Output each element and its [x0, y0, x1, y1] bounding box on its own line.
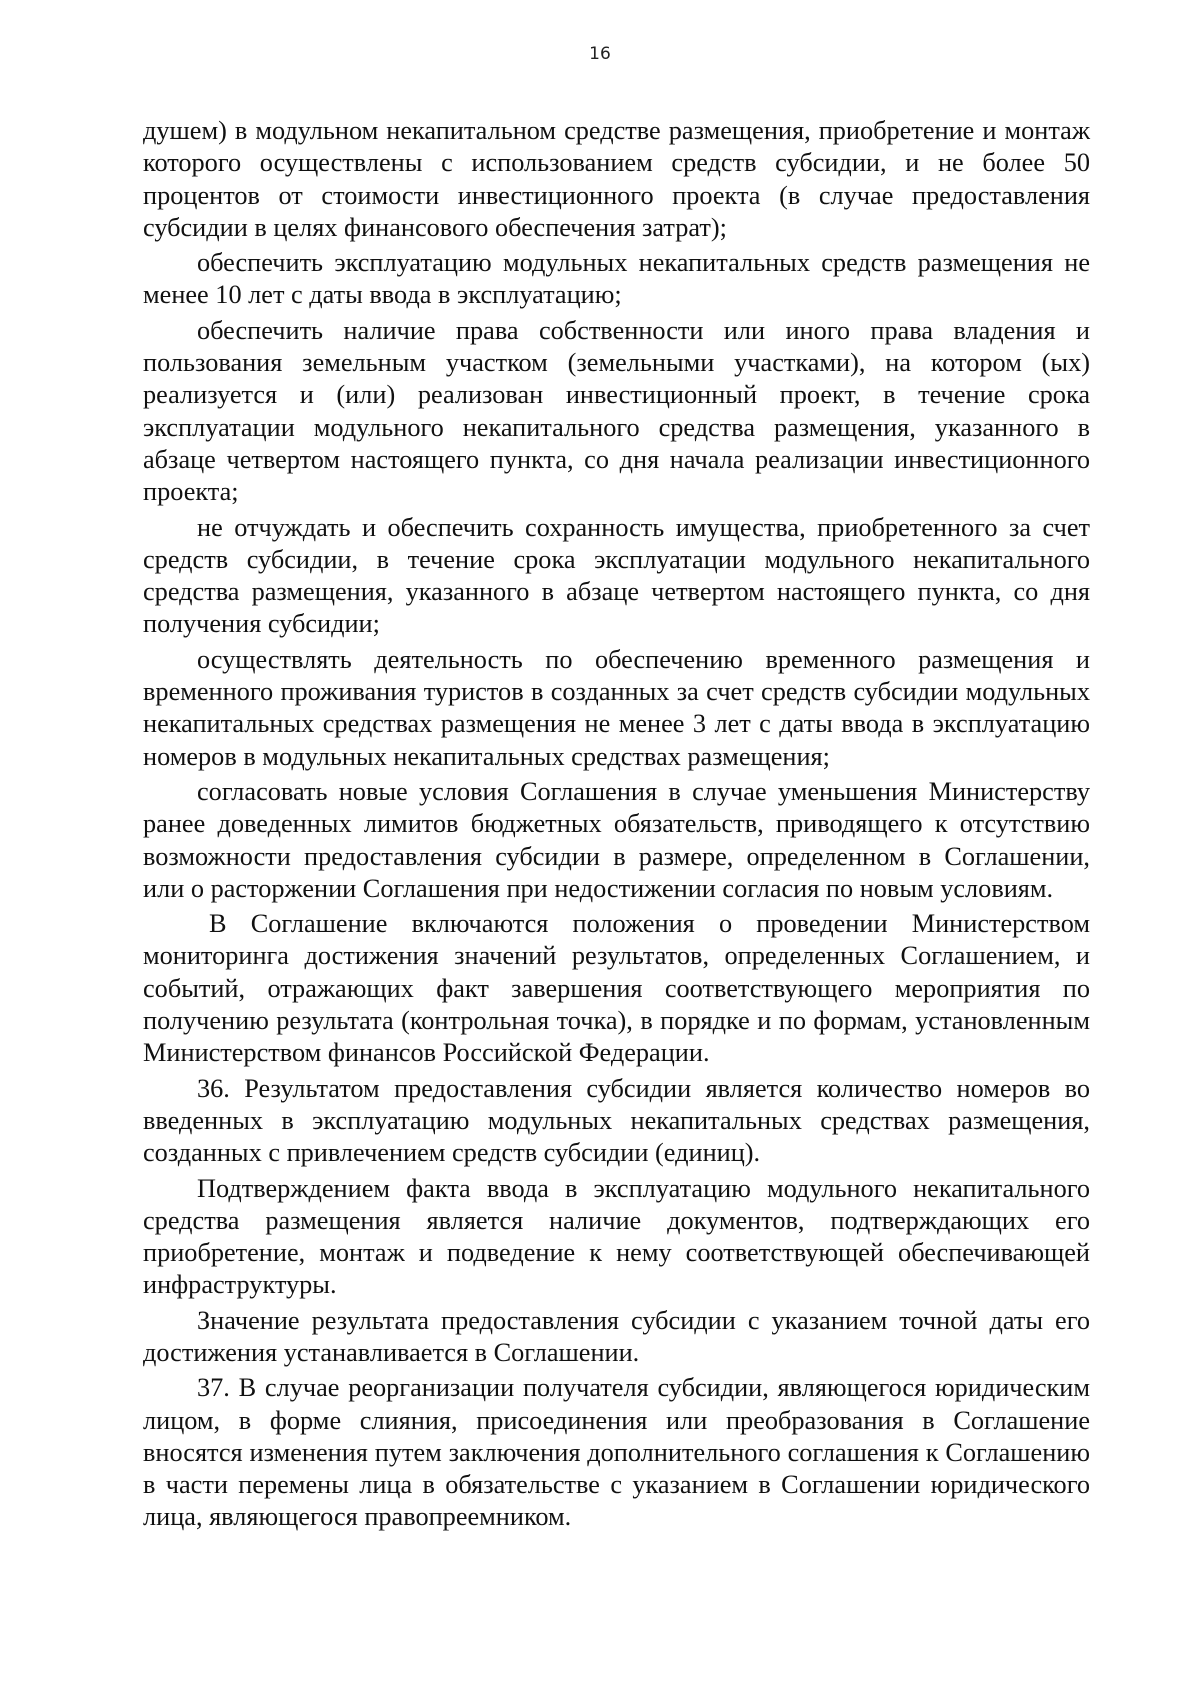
- page-number: 16: [589, 44, 611, 64]
- paragraph-operate-10-years: обеспечить эксплуатацию модульных некапитальных средств размещения не менее 10 лет с даты ввода в эксплуатацию;: [143, 248, 1090, 310]
- paragraph-clause-36: 36. Результатом предоставления субсидии является количество номеров во введенных в эксплуатацию модульных некапитальных средствах размещения, созданных с привлечением средств субсидии (единиц).: [143, 1073, 1090, 1168]
- paragraph-clause-37: 37. В случае реорганизации получателя субсидии, являющегося юридическим лицом, в форме слияния, присоединения или преобразования в Соглашение вносятся изменения путем заключения дополнительного соглашения к Соглашению в части перемены лица в обязательстве с указанием в Соглашении юридического лица, являющегося правопреемником.: [143, 1373, 1090, 1532]
- paragraph-tourist-accommodation: осуществлять деятельность по обеспечению временного размещения и временного проживания туристов в созданных за счет средств субсидии модульных некапитальных средствах размещения не менее 3 лет с даты ввода в эксплуатацию номеров в модульных некапитальных средствах размещения;: [143, 644, 1090, 771]
- paragraph-commissioning-proof: Подтверждением факта ввода в эксплуатацию модульного некапитального средства размещения является наличие документов, подтверждающих его приобретение, монтаж и подведение к нему соответствующей обеспечивающей инфраструктуры.: [143, 1173, 1090, 1300]
- paragraph-continuation: душем) в модульном некапитальном средстве размещения, приобретение и монтаж которого осуществлены с использованием средств субсидии, и не более 50 процентов от стоимости инвестиционного проекта (в случае предоставления субсидии в целях финансового обеспечения затрат);: [143, 116, 1090, 242]
- paragraph-monitoring: В Соглашение включаются положения о проведении Министерством мониторинга достижения значений результатов, определенных Соглашением, и событий, отражающих факт завершения соответствующего мероприятия по получению результата (контрольная точка), в порядке и по формам, установленным Министерством финансов Российской Федерации.: [143, 909, 1090, 1068]
- paragraph-agreement-conditions: согласовать новые условия Соглашения в случае уменьшения Министерству ранее доведенных лимитов бюджетных обязательств, приводящего к отсутствию возможности предоставления субсидии в размере, определенном в Соглашении, или о расторжении Соглашения при недостижении согласия по новым условиям.: [143, 776, 1090, 903]
- paragraph-land-rights: обеспечить наличие права собственности или иного права владения и пользования земельным участком (земельными участками), на котором (ых) реализуется и (или) реализован инвестиционный проект, в течение срока эксплуатации модульного некапитального средства размещения, указанного в абзаце четвертом настоящего пункта, со дня начала реализации инвестиционного проекта;: [143, 315, 1090, 507]
- paragraph-property-preservation: не отчуждать и обеспечить сохранность имущества, приобретенного за счет средств субсидии, в течение срока эксплуатации модульного некапитального средства размещения, указанного в абзаце четвертом настоящего пункта, со дня получения субсидии;: [143, 512, 1090, 639]
- paragraph-result-value: Значение результата предоставления субсидии с указанием точной даты его достижения устанавливается в Соглашении.: [143, 1305, 1090, 1367]
- document-body: [143, 115, 1090, 1534]
